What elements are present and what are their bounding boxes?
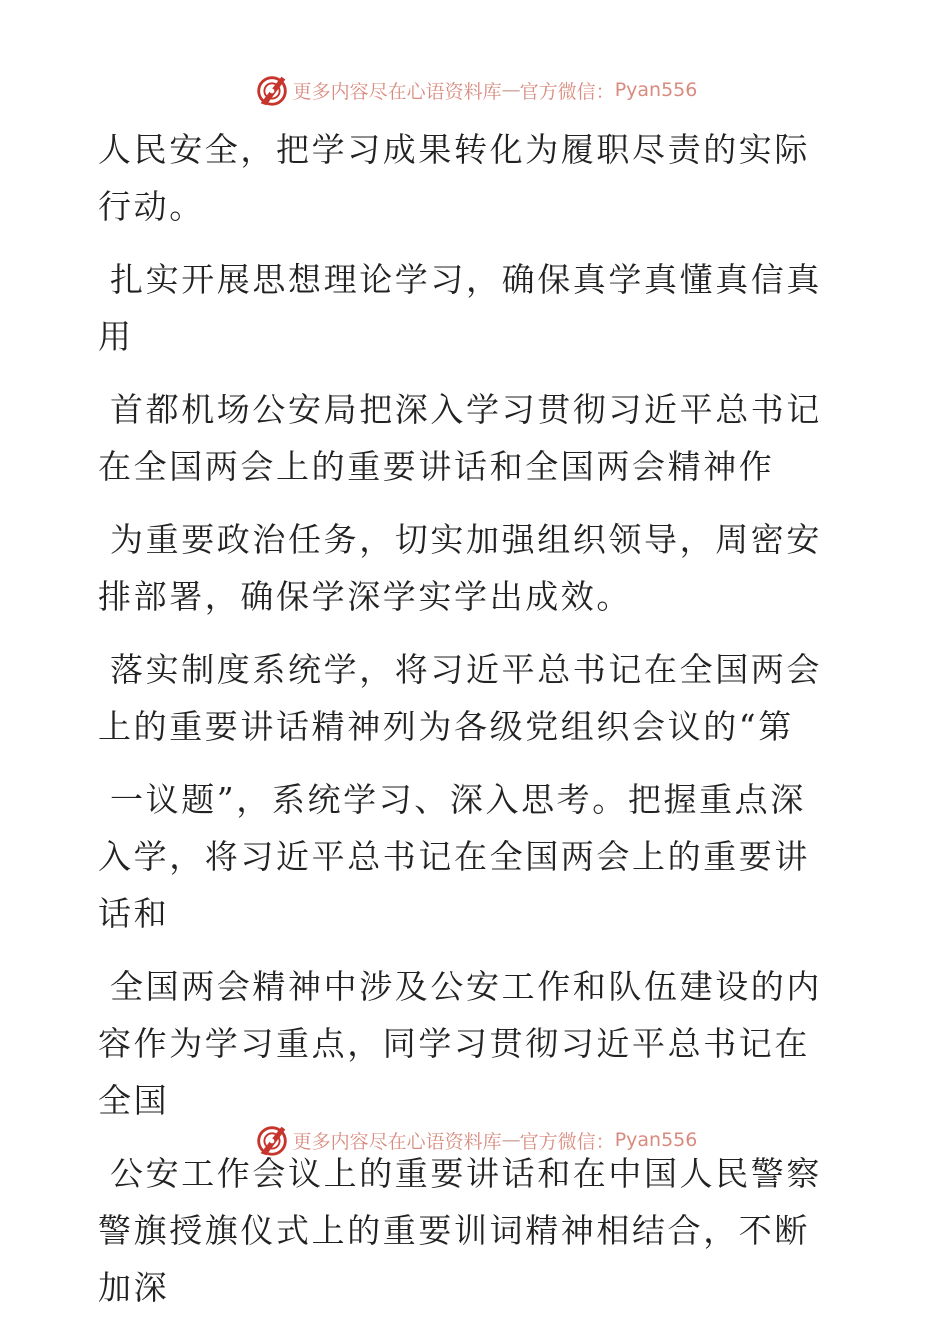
- header-brand: 更多内容尽在心语资料库: [292, 80, 502, 103]
- paragraph-8: 公安工作会议上的重要讲话和在中国人民警察警旗授旗仪式上的重要训词精神相结合，不断加深: [98, 1154, 822, 1307]
- header-wechat-label: 官方微信：: [519, 80, 615, 103]
- header-watermark: [0, 70, 950, 110]
- paragraph-3: 首都机场公安局把深入学习贯彻习近平总书记在全国两会上的重要讲话和全国两会精神作: [98, 390, 822, 486]
- pen-nib-logo-icon: [253, 71, 291, 109]
- paragraph-6: 一议题”，系统学习、深入思考。把握重点深入学，将习近平总书记在全国两会上的重要讲话和: [98, 780, 810, 933]
- footer-separator: —: [501, 1129, 520, 1151]
- paragraph-1: 人民安全，把学习成果转化为履职尽责的实际行动。: [98, 130, 810, 226]
- paragraph-7: 全国两会精神中涉及公安工作和队伍建设的内容作为学习重点，同学习贯彻习近平总书记在全国: [98, 967, 822, 1120]
- paragraph-4: 为重要政治任务，切实加强组织领导，周密安排部署，确保学深学实学出成效。: [98, 520, 822, 616]
- footer-watermark: [0, 1120, 950, 1160]
- pen-nib-logo-icon: [253, 1121, 291, 1159]
- header-separator: —: [501, 79, 520, 101]
- header-wechat-account: Pyan556: [614, 79, 698, 101]
- footer-wechat-account: Pyan556: [614, 1129, 698, 1151]
- paragraph-5: 落实制度系统学，将习近平总书记在全国两会上的重要讲话精神列为各级党组织会议的“第: [98, 650, 822, 746]
- paragraph-2: 扎实开展思想理论学习，确保真学真懂真信真用: [98, 260, 822, 356]
- footer-wechat-label: 官方微信：: [519, 1130, 615, 1153]
- footer-brand: 更多内容尽在心语资料库: [292, 1130, 502, 1153]
